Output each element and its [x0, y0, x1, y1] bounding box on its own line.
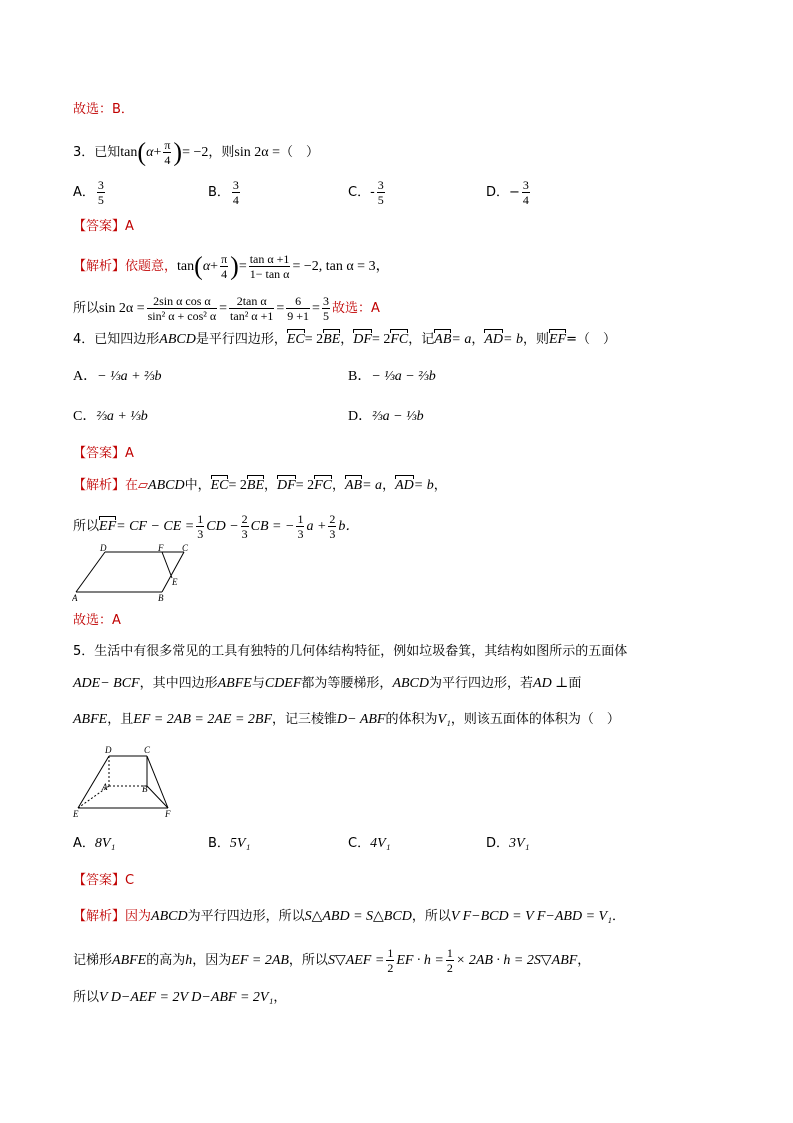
q4-fig-label-b: B	[158, 593, 164, 602]
q4-fig-label-c: C	[182, 544, 189, 553]
q5-fig-label-f: F	[165, 809, 171, 818]
q3-alpha: α	[146, 145, 154, 160]
q5-stem-line3: ABFE，且EF = 2AB = 2AE = 2BF，记三棱锥D− ABF的体积为V₁，则该五面体的体积为（ ）	[73, 712, 620, 727]
q4-option-d[interactable]: D．⅔a − ⅓b	[348, 409, 424, 424]
q3-analysis-line2: 所以sin 2α = $\frac{\text{2sin α cos α}}{\text{sin² α + cos² α}}$ = $\frac{\text{2tan α}}{\text{tan² α +1}}$ = $\frac{6}{9 +1}$ = $\frac{3}{5}$ 故选：A	[73, 294, 380, 323]
q3-analysis-intro: 依题意，	[125, 259, 178, 274]
q4-fig-label-f: F	[158, 544, 164, 553]
q5-number: 5．	[73, 644, 95, 659]
q5-fig-label-b: B	[142, 784, 148, 794]
q4-option-a[interactable]: A．− ⅓a + ⅔b	[73, 369, 162, 384]
q4-number: 4．	[73, 332, 95, 347]
q3-plus: +	[153, 145, 162, 160]
q5-pentahedron-figure	[72, 744, 182, 818]
q3-analysis-label: 【解析】	[73, 259, 126, 274]
q5-stem-line2: ADE− BCF，其中四边形ABFE与CDEF都为等腰梯形，ABCD为平行四边形，若AD ⊥面	[73, 676, 582, 691]
q3-pi-over-4: $\frac{\pi}{4}$	[164, 138, 171, 167]
q4-fig-label-a: A	[72, 593, 78, 602]
q5-option-a[interactable]: A．8V₁	[73, 836, 116, 851]
q4-option-b[interactable]: B．− ⅓a − ⅔b	[348, 369, 436, 384]
q5-analysis-line2: 记梯形ABFE的高为h，因为EF = 2AB，所以S▽AEF = $\frac{1}{2}$ EF · h = $\frac{1}{2}$ × 2AB · h = 2S▽ABF，	[73, 946, 591, 975]
q2-conclusion: 故选：B．	[73, 102, 134, 117]
q3-conclusion: 故选：A	[331, 301, 380, 316]
q5-fig-label-d: D	[105, 745, 112, 755]
q3-tan: tan	[120, 145, 138, 160]
q4-fig-label-d: D	[100, 544, 107, 553]
q3-tan-fraction: $\frac{\text{tan α +1}}{\text{1− tan α}}$	[249, 252, 290, 281]
q4-option-c[interactable]: C．⅔a + ⅓b	[73, 409, 148, 424]
q3-stem-prefix: 已知	[94, 145, 121, 160]
q3-option-a[interactable]: A． $\frac{3}{5}$	[73, 178, 104, 207]
q3-sin2a: sin 2α =	[234, 145, 280, 160]
q3-then: ，则	[208, 145, 235, 160]
q5-answer: 【答案】C	[73, 873, 135, 888]
q4-stem: 4．已知四边形ABCD是平行四边形，EC= 2BE，DF= 2FC，记AB= a，AD= b，则EF=（ ）	[73, 330, 616, 350]
q3-tan-result: = −2, tan α = 3，	[292, 259, 390, 274]
q4-answer: 【答案】A	[73, 446, 134, 461]
q4-parallelogram-figure	[72, 544, 197, 602]
q3-answer: 【答案】A	[73, 219, 134, 234]
q3-eq: = −2	[182, 145, 209, 160]
q5-analysis-line1: 【解析】因为ABCD为平行四边形，所以S△ABD = S△BCD，所以V F−BCD = V F−ABD = V₁．	[73, 909, 625, 924]
q3-option-c[interactable]: C．- $\frac{3}{5}$	[348, 178, 384, 207]
q5-option-b[interactable]: B．5V₁	[208, 836, 251, 851]
q3-stem: 3．已知tan(α+ $\frac{\pi}{4}$ )= −2，则sin 2α =（ ）	[73, 137, 319, 167]
q5-fig-label-a: A	[102, 782, 108, 792]
q5-fig-label-e: E	[73, 809, 79, 818]
q5-option-d[interactable]: D．3V₁	[486, 836, 530, 851]
q3-number: 3．	[73, 145, 95, 160]
q4-conclusion: 故选：A	[73, 613, 121, 628]
q3-analysis-line1: 【解析】依题意，tan(α+ $\frac{\pi}{4}$ )= $\frac{\text{tan α +1}}{\text{1− tan α}}$ = −2, tan α = 3，	[73, 251, 390, 281]
q5-option-c[interactable]: C．4V₁	[348, 836, 391, 851]
q5-fig-label-c: C	[144, 745, 151, 755]
q5-analysis-line3: 所以V D−AEF = 2V D−ABF = 2V₁，	[73, 990, 287, 1005]
q4-analysis-line2: 所以EF= CF − CE = $\frac{1}{3}$ CD − $\frac{2}{3}$ CB = − $\frac{1}{3}$ a + $\frac{2}{3}$ b．	[73, 512, 360, 541]
q3-option-d[interactable]: D．− $\frac{3}{4}$	[486, 178, 529, 207]
q4-analysis-line1: 【解析】在▱ABCD中，EC= 2BE，DF= 2FC，AB= a，AD= b，	[73, 476, 447, 496]
q3-paren: （ ）	[279, 145, 319, 160]
q3-option-b[interactable]: B． $\frac{3}{4}$	[208, 178, 239, 207]
q5-stem-line1: 5．生活中有很多常见的工具有独特的几何体结构特征，例如垃圾畚箕，其结构如图所示的五面体	[73, 644, 628, 659]
q4-fig-label-e: E	[172, 577, 178, 587]
